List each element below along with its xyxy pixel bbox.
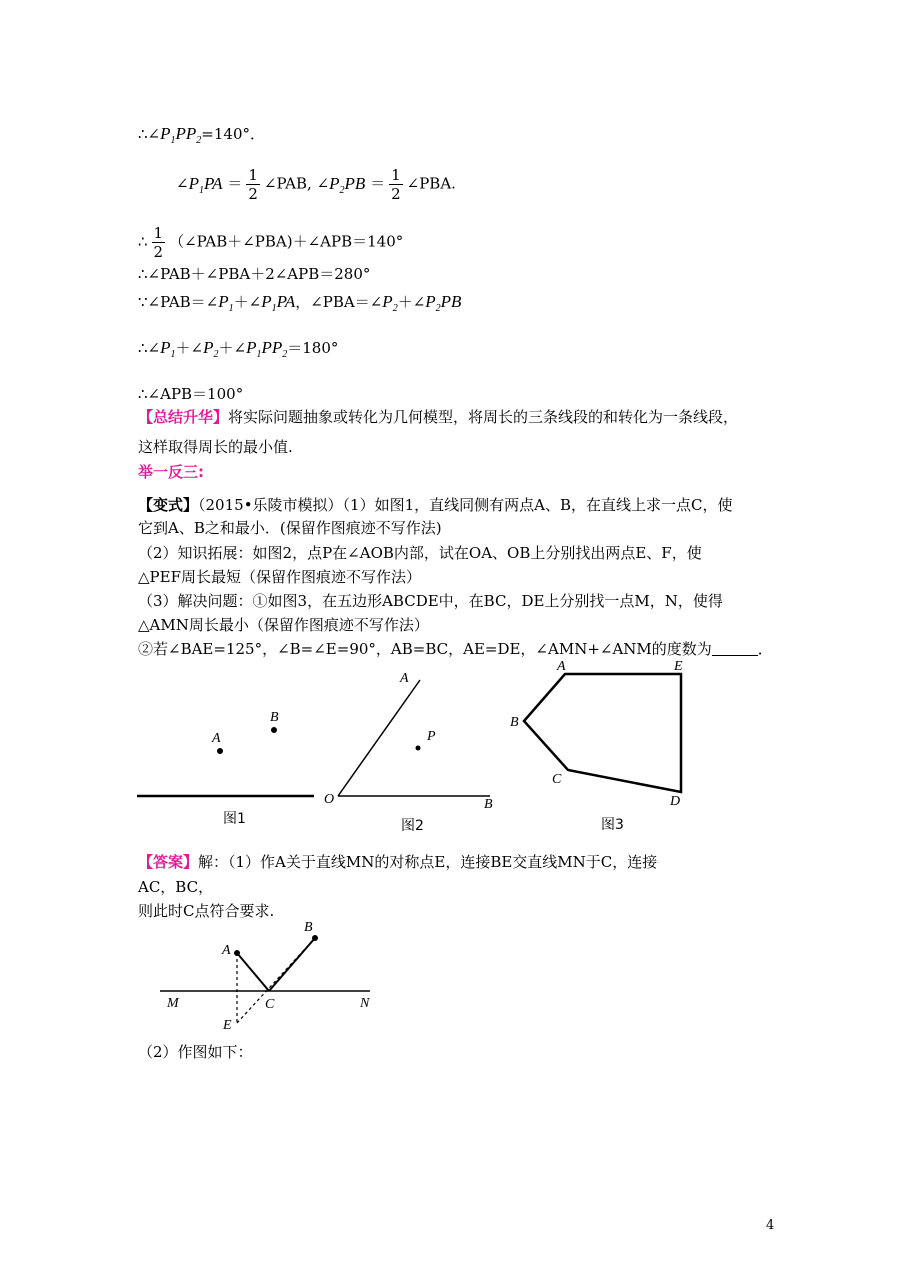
line-because: $\because\angle PAB=\angle P_1+\angle P_1PA$，$\angle PBA=\angle P_2+\angle P_2PB$	[138, 292, 462, 314]
answer-line-1: 【答案】解：（1）作A关于直线MN的对称点E，连接BE交直线MN于C，连接	[138, 853, 658, 871]
label-fig3-c: C	[552, 772, 562, 787]
summary-line-1: 【总结升华】将实际问题抽象或转化为几何模型，将周长的三条线段的和转化为一条线段，	[138, 408, 739, 426]
variant-line-3: （2）知识拓展：如图2，点P在∠AOB内部，试在OA、OB上分别找出两点E、F，使	[138, 544, 702, 562]
caption-fig1: 图1	[223, 811, 246, 827]
label-fig3-b: B	[510, 715, 519, 730]
label-fig3-d: D	[670, 794, 681, 809]
ans-label-n: N	[360, 996, 370, 1011]
label-fig2-a: A	[400, 671, 409, 686]
line-sum-280: ∴∠PAB＋∠PBA＋2∠APB＝280°	[138, 265, 371, 283]
point-b	[271, 727, 277, 733]
line-apb-100: ∴∠APB＝100°	[138, 385, 244, 403]
answer-line-2: AC，BC，	[138, 878, 214, 896]
line-angle-p1pp2: $\therefore\angle P_1PP_2=140^\circ$．	[138, 124, 265, 146]
caption-fig2: 图2	[401, 818, 424, 834]
answer-line-3: 则此时C点符合要求.	[138, 902, 275, 920]
label-o: O	[324, 792, 335, 807]
page-number: 4	[766, 1218, 775, 1233]
figure-1	[137, 710, 314, 796]
line-half-angles: $\angle P_1PA$ ＝ $\frac{1}{2}$ ∠PAB, $\angle P_2PB$ ＝ $\frac{1}{2}$ ∠PBA.	[176, 166, 456, 203]
ans-label-e: E	[223, 1018, 232, 1033]
variant-line-5: （3）解决问题：①如图3，在五边形ABCDE中，在BC，DE上分别找一点M，N，使得	[138, 592, 723, 610]
variant-line-6: △AMN周长最小（保留作图痕迹不写作法）	[138, 616, 429, 634]
label-fig2-b: B	[484, 797, 493, 812]
answer-line-4: （2）作图如下：	[138, 1043, 253, 1061]
ans-label-c: C	[265, 997, 275, 1012]
variant-line-7: ②若∠BAE=125°，∠B=∠E=90°，AB=BC，AE=DE，∠AMN+∠ANM的度数为 ．	[138, 640, 773, 658]
label-a: A	[212, 731, 221, 746]
label-fig3-e: E	[674, 659, 683, 674]
figure-2	[324, 671, 493, 812]
label-fig3-a: A	[557, 659, 566, 674]
summary-line-2: 这样取得周长的最小值.	[138, 438, 293, 456]
label-p: P	[427, 729, 436, 744]
math-p1pp2: $P_1PP_2$	[160, 124, 202, 146]
variant-line-1: 【变式】（2015•乐陵市模拟）（1）如图1，直线同侧有两点A、B，在直线上求一点C，使	[138, 496, 733, 514]
label-b: B	[270, 710, 279, 725]
variant-line-4: △PEF周长最短（保留作图痕迹不写作法）	[138, 568, 421, 586]
ans-label-b: B	[304, 920, 313, 935]
answer-tag: 【答案】	[138, 853, 199, 871]
ans-label-m: M	[167, 996, 179, 1011]
answer-blank	[712, 641, 758, 656]
summary-tag: 【总结升华】	[138, 408, 229, 426]
caption-fig3: 图3	[601, 817, 624, 833]
ans-label-a: A	[222, 943, 231, 958]
figures-row	[0, 658, 909, 838]
answer-figure	[150, 918, 390, 1038]
point-a	[217, 748, 223, 754]
line-180: $\therefore\angle P_1+\angle P_2+\angle P_1PP_2=180^\circ$	[138, 338, 339, 360]
figure-3	[510, 659, 683, 809]
point-p	[416, 746, 421, 751]
variant-tag: 【变式】	[138, 496, 199, 514]
line-sum-140: ∴ $\frac{1}{2}$ （∠PAB＋∠PBA)＋∠APB＝140°	[138, 224, 404, 261]
section-heading: 举一反三:	[138, 463, 204, 481]
variant-line-2: 它到A、B之和最小．(保留作图痕迹不写作法)	[138, 519, 442, 537]
